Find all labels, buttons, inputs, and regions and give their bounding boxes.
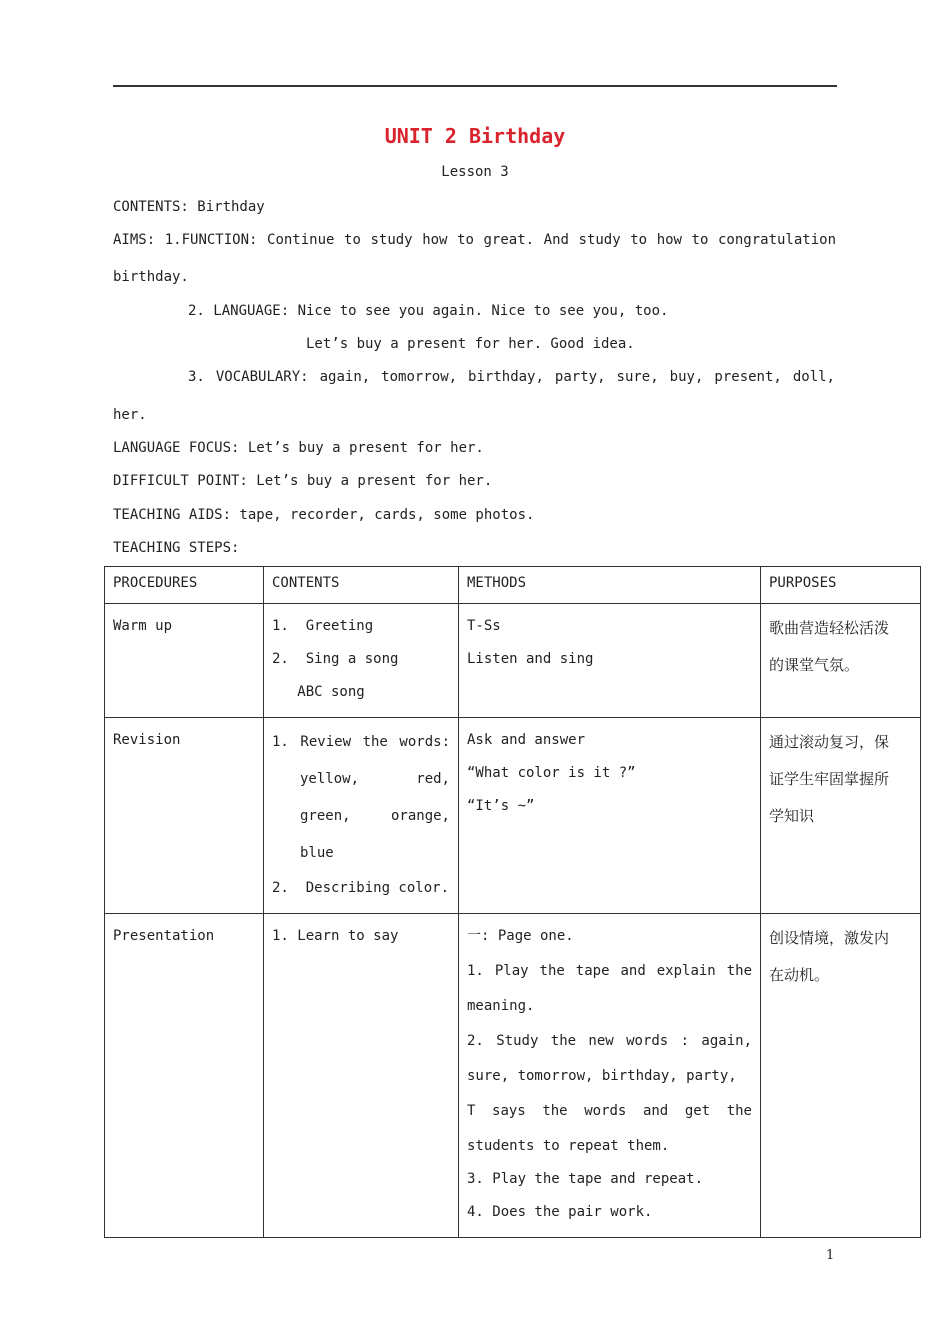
revision-method-2: “What color is it ?” [467,765,636,781]
difficult-point: DIFFICULT POINT: Let’s buy a present for her. [113,473,493,489]
presentation-method-6: T says the words and get the [467,1103,752,1119]
presentation-method-4: 2. Study the new words : again, [467,1033,752,1049]
header-procedures: PROCEDURES [105,567,264,604]
aims-vocabulary-continued: her. [113,407,147,423]
language-focus: LANGUAGE FOCUS: Let’s buy a present for her. [113,440,484,456]
procedure-revision: Revision [113,732,181,748]
warmup-content-1: 1. Greeting [272,618,374,634]
top-rule [113,85,837,87]
teaching-steps-table [104,566,921,1238]
lesson-subtitle: Lesson 3 [441,164,509,180]
revision-purpose-2: 证学生牢固掌握所 [769,770,890,788]
revision-method-1: Ask and answer [467,732,586,748]
procedure-warmup: Warm up [113,618,173,634]
presentation-method-5: sure, tomorrow, birthday, party, [467,1068,737,1084]
presentation-method-8: 3. Play the tape and repeat. [467,1171,704,1187]
header-purposes: PURPOSES [761,567,921,604]
revision-content-4: blue [300,845,334,861]
revision-content-3: green, orange, [300,808,450,824]
aims-vocabulary: 3. VOCABULARY: again, tomorrow, birthday, party, sure, buy, present, doll, [188,369,835,385]
aims-line: AIMS: 1.FUNCTION: Continue to study how to great. And study to how to congratulation [113,232,836,248]
aims-language: 2. LANGUAGE: Nice to see you again. Nice to see you, too. [188,303,669,319]
presentation-method-2: 1. Play the tape and explain the [467,963,752,979]
presentation-purpose-1: 创设情境，激发内 [769,929,890,947]
warmup-content-3: ABC song [272,684,365,700]
header-methods: METHODS [459,567,761,604]
revision-purpose-1: 通过滚动复习，保 [769,733,890,751]
presentation-content-1: 1. Learn to say [272,928,399,944]
warmup-method-2: Listen and sing [467,651,594,667]
revision-content-2: yellow, red, [300,771,450,787]
warmup-purpose-2: 的课堂气氛。 [769,656,860,674]
presentation-method-1: 一: Page one. [467,928,574,944]
page-title: UNIT 2 Birthday [384,124,566,148]
aims-language-example: Let’s buy a present for her. Good idea. [306,336,635,352]
header-contents: CONTENTS [264,567,459,604]
procedure-presentation: Presentation [113,928,215,944]
teaching-aids: TEACHING AIDS: tape, recorder, cards, some photos. [113,507,535,523]
warmup-content-2: 2. Sing a song [272,651,399,667]
presentation-method-9: 4. Does the pair work. [467,1204,653,1220]
presentation-purpose-2: 在动机。 [769,966,830,984]
contents-line: CONTENTS: Birthday [113,199,265,215]
table-row-revision [105,718,921,914]
presentation-method-3: meaning. [467,998,535,1014]
revision-method-3: “It’s ~” [467,798,535,814]
aims-line-continued: birthday. [113,269,189,285]
table-row-warmup [105,604,921,718]
warmup-method-1: T-Ss [467,618,501,634]
presentation-method-7: students to repeat them. [467,1138,670,1154]
table-header-row [105,567,921,604]
page-number: 1 [826,1248,835,1263]
warmup-purpose-1: 歌曲营造轻松活泼 [769,619,890,637]
table-row-presentation [105,914,921,1238]
revision-purpose-3: 学知识 [769,807,815,825]
teaching-steps-label: TEACHING STEPS: [113,540,240,556]
revision-content-5: 2. Describing color. [272,880,450,896]
revision-content-1: 1. Review the words: [272,734,450,750]
